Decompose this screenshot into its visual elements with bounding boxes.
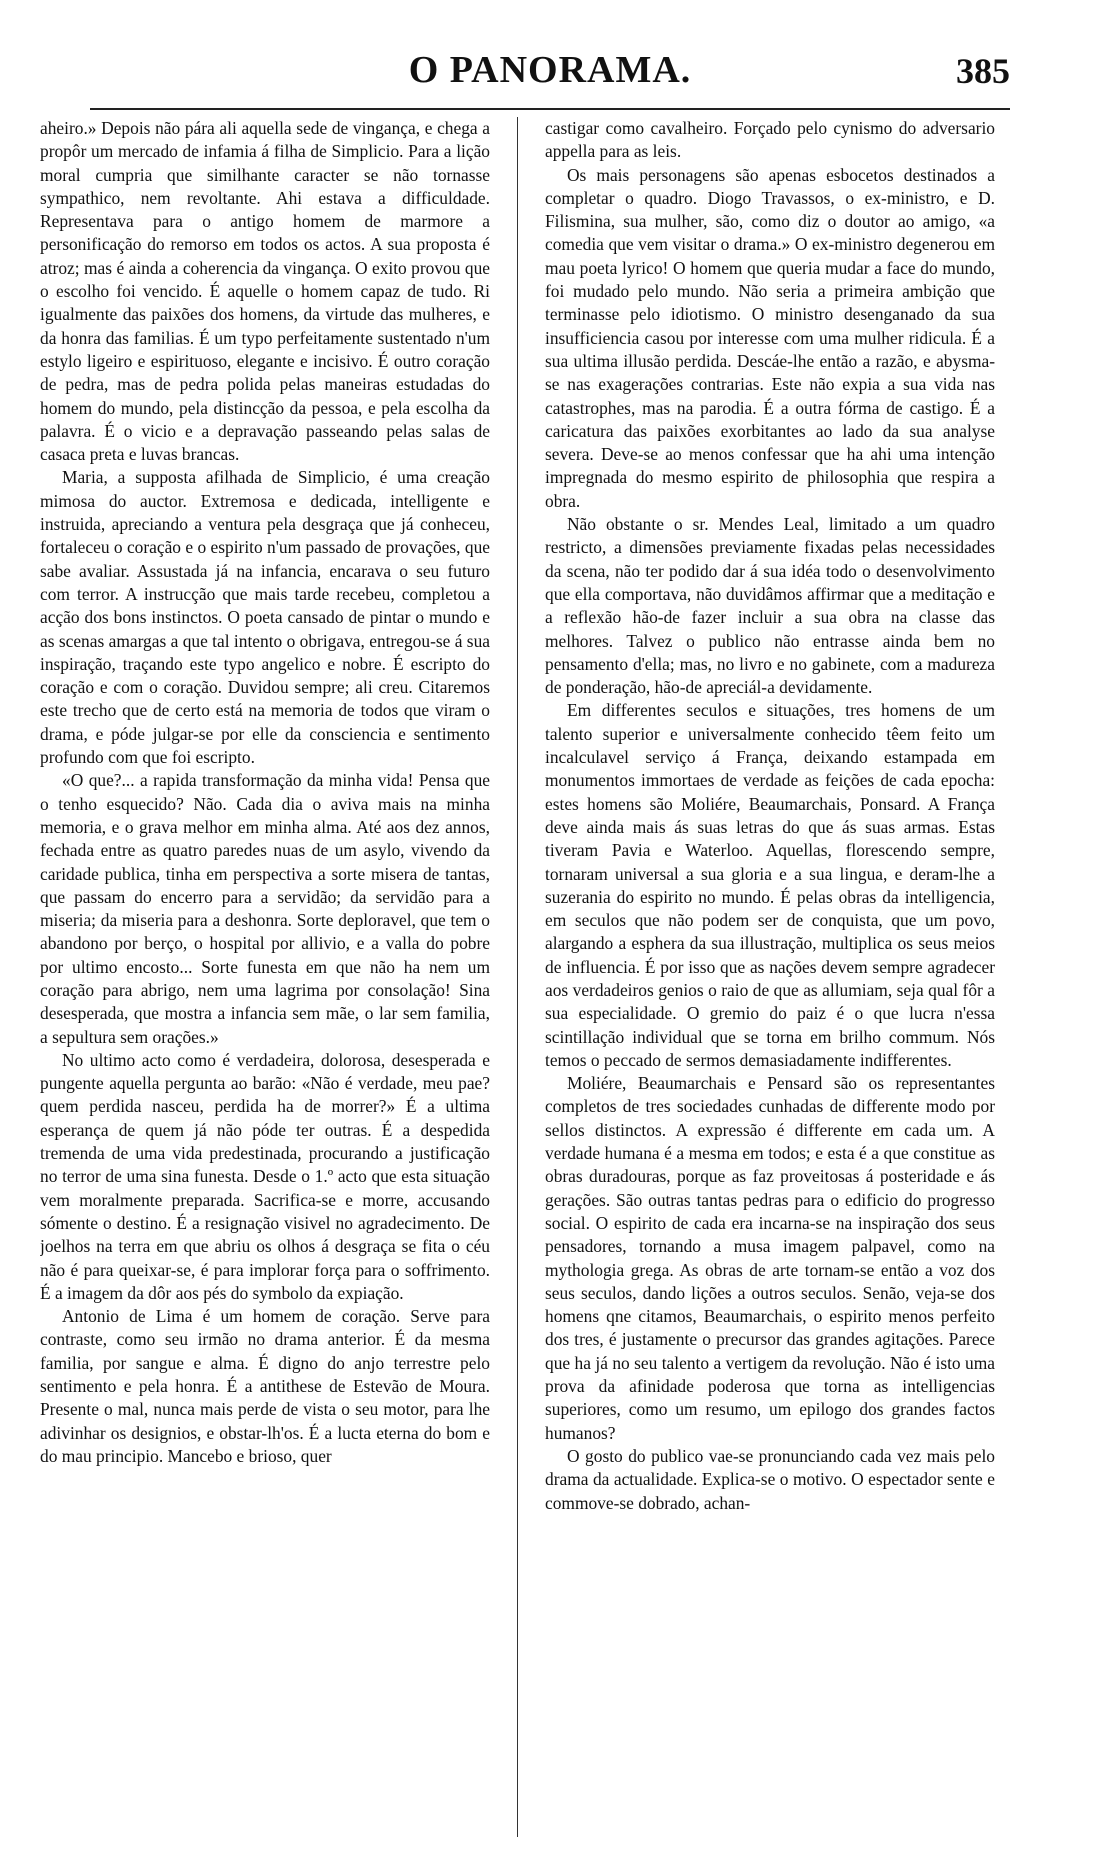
column-divider — [517, 117, 518, 1837]
paragraph: «O que?... a rapida transformação da minha vida! Pensa que o tenho esquecido? Não. Cada dia o aviva mais na minha memoria, e o grava melhor em minha alma. Até aos dez annos, fechada entre as quatro paredes nuas de um asylo, vivendo da caridade publica, tinha em perspectiva a sorte misera de tantas, que passam do encerro para a servidão; da servidão para a miseria; da miseria para a deshonra. Sorte deploravel, que tem o abandono por berço, o hospital por allivio, e a valla do pobre por ultimo encosto... Sorte funesta em que não ha nem um coração para abrigo, nem uma lagrima por consolação! Sina desesperada, que mostra a infancia sem mãe, o lar sem familia, a sepultura sem orações.» — [40, 770, 490, 1047]
right-column — [545, 117, 995, 1857]
paragraph: Em differentes seculos e situações, tres homens de um talento superior e universalmente conhecido têem feito um incalculavel serviço á França, deixando estampada em monumentos immortaes de verdade as feições de cada epocha: estes homens são Moliére, Beaumarchais, Ponsard. A França deve ainda mais ás suas letras do que ás suas armas. Estas tiveram Pavia e Waterloo. Aquellas, florescendo sempre, tornaram universal a sua gloria e a sua lingua, e deram-lhe a suzerania do espirito no mundo. É pelas obras da intelligencia, em seculos que não podem ser de conquista, que um povo, alargando a esphera da sua illustração, multiplica os seus meios de influencia. É por isso que as nações devem sempre agradecer aos verdadeiros genios o raio de que as allumiam, seja qual fôr a sua especialidade. O gremio do paiz é o que lucra n'essa scintillação individual que se torna em brilho commum. Nós temos o peccado de sermos demasiadamente indifferentes. — [545, 700, 995, 1070]
paragraph: castigar como cavalheiro. Forçado pelo cynismo do adversario appella para as leis. — [545, 118, 995, 162]
paragraph: aheiro.» Depois não pára ali aquella sede de vingança, e chega a propôr um mercado de infamia á filha de Simplicio. Para a lição moral cumpria que similhante caracter se não tornasse sympathico, nem revoltante. Ahi estava a difficuldade. Representava para o antigo homem de marmore a personificação do remorso em todos os actos. A sua proposta é atroz; mas é ainda a coherencia da vingança. O exito provou que o escolho foi vencido. É aquelle o homem capaz de tudo. Ri igualmente das paixões dos homens, da virtude das mulheres, e da honra das familias. É um typo perfeitamente sustentado n'um estylo ligeiro e espirituoso, elegante e incisivo. É outro coração de pedra, mas de pedra polida pelas maneiras estudadas do homem do mundo, pela distincção da pessoa, e pela escolha da palavra. É o vicio e a depravação passeando pelas salas de casaca preta e luvas brancas. — [40, 118, 490, 465]
paragraph: No ultimo acto como é verdadeira, dolorosa, desesperada e pungente aquella pergunta ao barão: «Não é verdade, meu pae? quem perdida nasceu, perdida ha de morrer?» É a ultima esperança de quem já não póde ter outras. É a despedida tremenda de uma vida predestinada, procurando a justificação no terror de uma sina funesta. Desde o 1.º acto que esta situação vem moralmente preparada. Sacrifica-se e morre, accusando sómente o destino. É a resignação visivel no agradecimento. De joelhos na terra em que abriu os olhos á desgraça se fita o céu não é para queixar-se, é para implorar força para o soffrimento. É a imagem da dôr aos pés do symbolo da expiação. — [40, 1049, 490, 1303]
paragraph: O gosto do publico vae-se pronunciando cada vez mais pelo drama da actualidade. Explica-se o motivo. O espectador sente e commove-se dobrado, achan- — [545, 1445, 995, 1513]
paragraph: Moliére, Beaumarchais e Pensard são os representantes completos de tres sociedades cunhadas de differente modo por sellos distinctos. A expressão é differente em cada um. A verdade humana é a mesma em todos; e esta é a que constitue as obras duradouras, porque as faz proveitosas á posteridade e ás gerações. São outras tantas pedras para o edificio do progresso social. O espirito de cada era incarna-se na inspiração dos seus pensadores, tornando a musa imagem palpavel, como na mythologia grega. As obras de arte tornam-se então a voz dos seus seculos, dando lições a outros seculos. Senão, veja-se dos homens qne citamos, Beaumarchais, o espirito menos perfeito dos tres, é justamente o precursor das grandes agitações. Parece que ha já no seu talento a vertigem da revolução. Não é isto uma prova da afinidade poderosa que torna as intelligencias superiores, como um resumo, um epilogo dos grandes factos humanos? — [545, 1073, 995, 1443]
paragraph: Antonio de Lima é um homem de coração. Serve para contraste, como seu irmão no drama anterior. É da mesma familia, por sangue e alma. É digno do anjo terrestre pelo sentimento e pela honra. É a antithese de Estevão de Moura. Presente o mal, nunca mais perde de vista o seu motor, para lhe adivinhar os designios, e obstar-lh'os. É a lucta eterna do bom e do mau principio. Mancebo e brioso, quer — [40, 1306, 490, 1466]
page-header — [0, 48, 1100, 108]
left-column — [40, 117, 490, 1857]
paragraph: Não obstante o sr. Mendes Leal, limitado a um quadro restricto, a dimensões previamente fixadas pelas necessidades da scena, não ter podido dar á sua idéa todo o desenvolvimento que ella comportava, não duvidâmos affirmar que a meditação e a reflexão hão-de fazer incluir a sua obra na classe das melhores. Talvez o publico não entrasse ainda bem no pensamento d'ella; mas, no livro e no gabinete, com a madureza de ponderação, hão-de apreciál-a devidamente. — [545, 514, 995, 698]
header-rule — [90, 108, 1010, 110]
paragraph: Maria, a supposta afilhada de Simplicio, é uma creação mimosa do auctor. Extremosa e dedicada, intelligente e instruida, apreciando a ventura pela desgraça que já conheceu, fortaleceu o coração e o espirito n'um passado de provações, que sabe avaliar. Assustada já na infancia, encarava o seu futuro com terror. A instrucção que mais tarde recebeu, completou a acção dos bons instinctos. O poeta cansado de pintar o mundo e as scenas amargas a que tal intento o obrigava, entregou-se á sua inspiração, traçando este typo angelico e nobre. É escripto do coração e com o coração. Duvidou sempre; ali creu. Citaremos este trecho que de certo está na memoria de todos que viram o drama, e póde julgar-se por elle da consciencia e sentimento profundo com que foi escripto. — [40, 467, 490, 768]
page-number: 385 — [956, 51, 1010, 91]
paragraph: Os mais personagens são apenas esbocetos destinados a completar o quadro. Diogo Travassos, o ex-ministro, e D. Filismina, sua mulher, são, como diz o doutor ao amigo, «a comedia que vem visitar o drama.» O ex-ministro degenerou em mau poeta lyrico! O homem que queria mudar a face do mundo, foi mudado pelo mundo. Não seria a primeira ambição que terminasse pelo idiotismo. O ministro desenganado da sua insufficiencia casou por interesse com uma mulher ridicula. É a sua ultima illusão perdida. Descáe-lhe então a razão, e abysma-se nas exagerações contrarias. Este não expia a sua vida nas catastrophes, mas na parodia. É a outra fórma de castigo. É a caricatura das paixões exorbitantes ao lado da sua analyse severa. Deve-se ao menos confessar que ha ahi uma intenção impregnada do mesmo espirito de philosophia que respira a obra. — [545, 164, 995, 511]
masthead-title: O PANORAMA. — [408, 49, 692, 91]
